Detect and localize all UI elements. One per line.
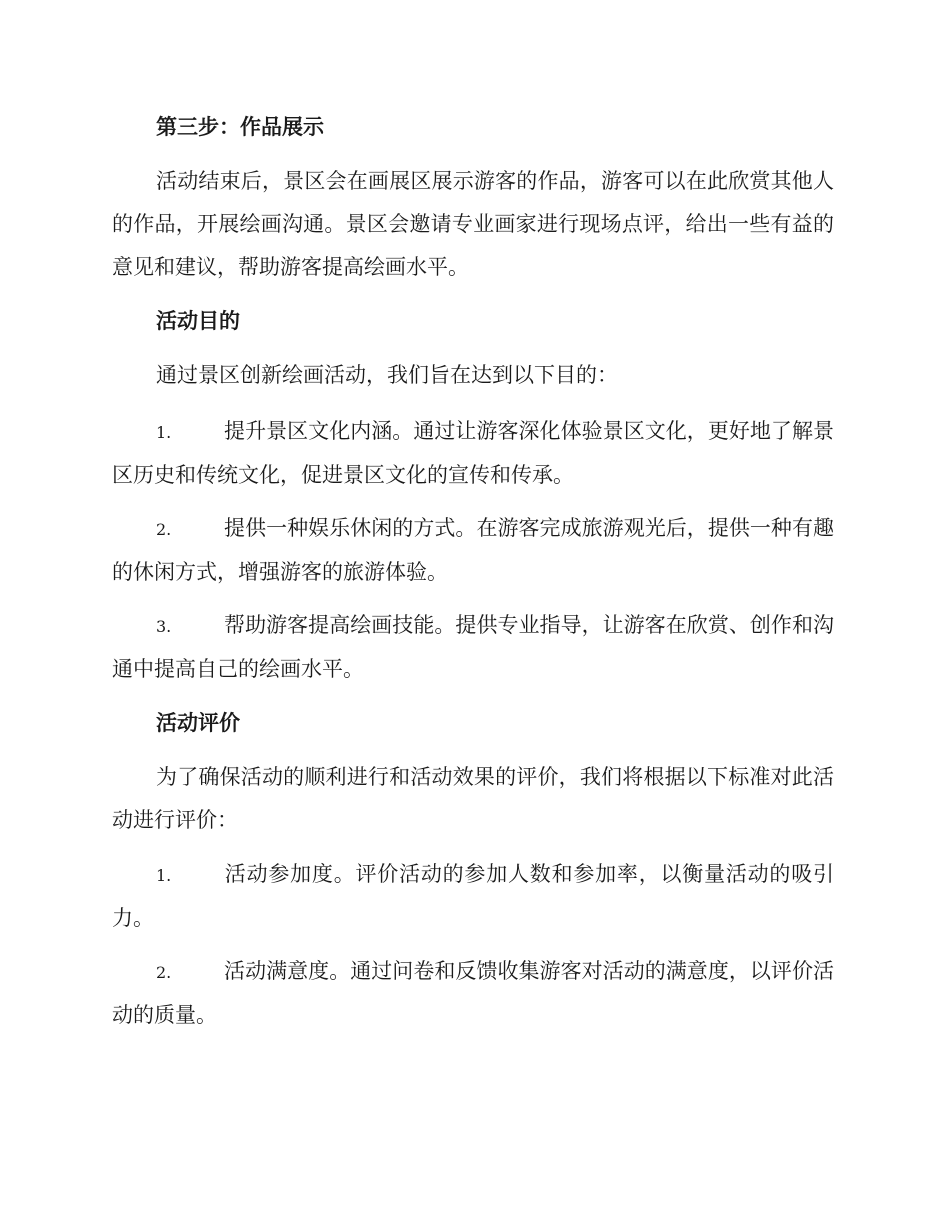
paragraph-evaluation-intro: 为了确保活动的顺利进行和活动效果的评价，我们将根据以下标准对此活动进行评价： [112, 765, 834, 832]
list-item-number: 1. [156, 866, 172, 885]
list-item [112, 950, 834, 1037]
section-heading-evaluation: 活动评价 [156, 710, 240, 735]
list-item [112, 410, 834, 497]
list-item [112, 507, 834, 594]
list-item-text: 帮助游客提高绘画技能。提供专业指导，让游客在欣赏、创作和沟通中提高自己的绘画水平。 [112, 613, 834, 681]
list-item [112, 604, 834, 691]
list-item-number: 3. [156, 617, 172, 636]
list-item [112, 853, 834, 940]
list-item-text: 活动参加度。评价活动的参加人数和参加率，以衡量活动的吸引力。 [112, 862, 834, 930]
list-item-number: 2. [156, 963, 172, 982]
paragraph-step3-body: 活动结束后，景区会在画展区展示游客的作品，游客可以在此欣赏其他人的作品，开展绘画沟通。景区会邀请专业画家进行现场点评，给出一些有益的意见和建议，帮助游客提高绘画水平。 [112, 169, 834, 279]
section-heading-purpose: 活动目的 [156, 308, 240, 333]
section-heading-step3: 第三步：作品展示 [156, 114, 324, 139]
list-item-text: 活动满意度。通过问卷和反馈收集游客对活动的满意度，以评价活动的质量。 [112, 959, 834, 1027]
list-item-number: 1. [156, 423, 172, 442]
list-item-text: 提供一种娱乐休闲的方式。在游客完成旅游观光后，提供一种有趣的休闲方式，增强游客的旅游体验。 [112, 516, 834, 584]
list-item-text: 提升景区文化内涵。通过让游客深化体验景区文化，更好地了解景区历史和传统文化，促进景区文化的宣传和传承。 [112, 419, 834, 487]
paragraph-purpose-intro: 通过景区创新绘画活动，我们旨在达到以下目的： [156, 363, 618, 387]
list-item-number: 2. [156, 520, 172, 539]
